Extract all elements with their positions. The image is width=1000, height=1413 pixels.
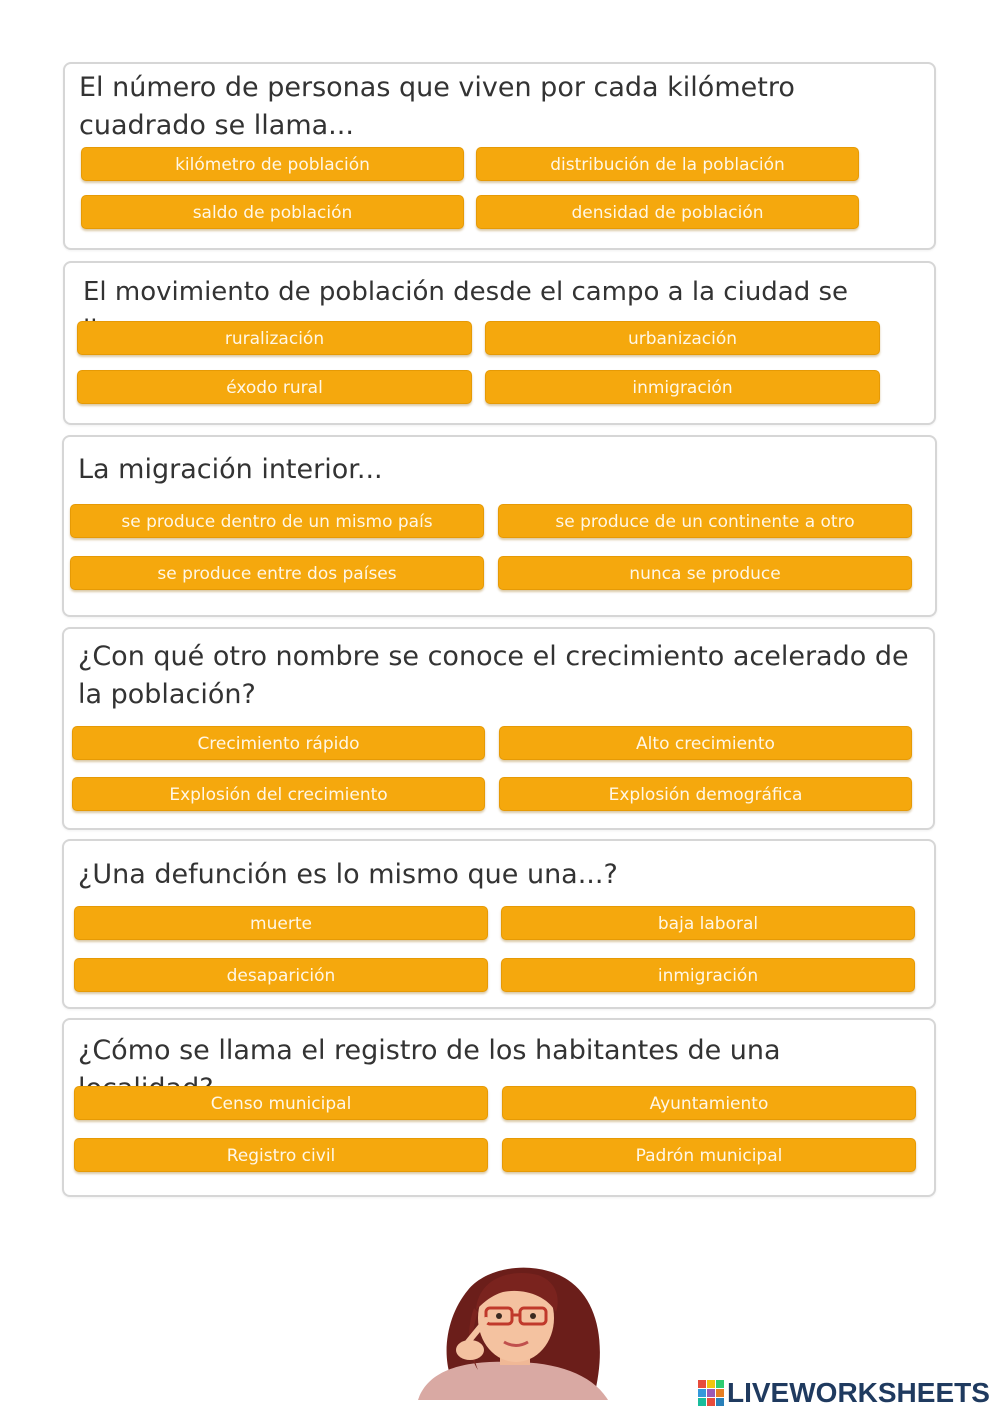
answer-option[interactable]: urbanización — [485, 321, 880, 355]
teacher-avatar-illustration — [408, 1250, 618, 1400]
question-card-5 — [62, 839, 936, 1009]
answer-option[interactable]: Ayuntamiento — [502, 1086, 916, 1120]
answer-option[interactable]: nunca se produce — [498, 556, 912, 590]
question-text: ¿Con qué otro nombre se conoce el crecimiento acelerado de la población? — [78, 641, 909, 710]
answer-option[interactable]: se produce de un continente a otro — [498, 504, 912, 538]
answer-option[interactable]: se produce entre dos países — [70, 556, 484, 590]
answer-option[interactable]: densidad de población — [476, 195, 859, 229]
brand-name: LIVEWORKSHEETS — [727, 1377, 990, 1408]
answer-option[interactable]: saldo de población — [81, 195, 464, 229]
question-card-4 — [62, 627, 935, 830]
answer-option[interactable]: Explosión del crecimiento — [72, 777, 485, 811]
answer-option[interactable]: kilómetro de población — [81, 147, 464, 181]
answer-option[interactable]: Padrón municipal — [502, 1138, 916, 1172]
liveworksheets-logo — [698, 1376, 990, 1410]
answer-option[interactable]: muerte — [74, 906, 488, 940]
answer-option[interactable]: Alto crecimiento — [499, 726, 912, 760]
answer-option[interactable]: inmigración — [501, 958, 915, 992]
answer-option[interactable]: éxodo rural — [77, 370, 472, 404]
answer-option[interactable]: ruralización — [77, 321, 472, 355]
answer-option[interactable]: inmigración — [485, 370, 880, 404]
question-card-3 — [62, 435, 937, 617]
question-text: La migración interior... — [78, 454, 383, 485]
answer-option[interactable]: Registro civil — [74, 1138, 488, 1172]
answer-option[interactable]: Explosión demográfica — [499, 777, 912, 811]
question-text: ¿Una defunción es lo mismo que una...? — [78, 859, 618, 890]
question-card-6 — [62, 1018, 936, 1197]
answer-option[interactable]: se produce dentro de un mismo país — [70, 504, 484, 538]
question-text: El movimiento de población desde el campo a la ciudad se — [83, 277, 849, 307]
question-card-2 — [63, 261, 936, 425]
liveworksheets-logo-icon — [698, 1380, 724, 1406]
answer-option[interactable]: baja laboral — [501, 906, 915, 940]
question-text: El número de personas que viven por cada kilómetro cuadrado se llama... — [79, 72, 795, 141]
answer-option[interactable]: desaparición — [74, 958, 488, 992]
question-card-1 — [63, 62, 936, 250]
answer-option[interactable]: distribución de la población — [476, 147, 859, 181]
answer-option[interactable]: Censo municipal — [74, 1086, 488, 1120]
question-text: ¿Cómo se llama el registro de los habitantes de una — [78, 1035, 781, 1066]
answer-option[interactable]: Crecimiento rápido — [72, 726, 485, 760]
